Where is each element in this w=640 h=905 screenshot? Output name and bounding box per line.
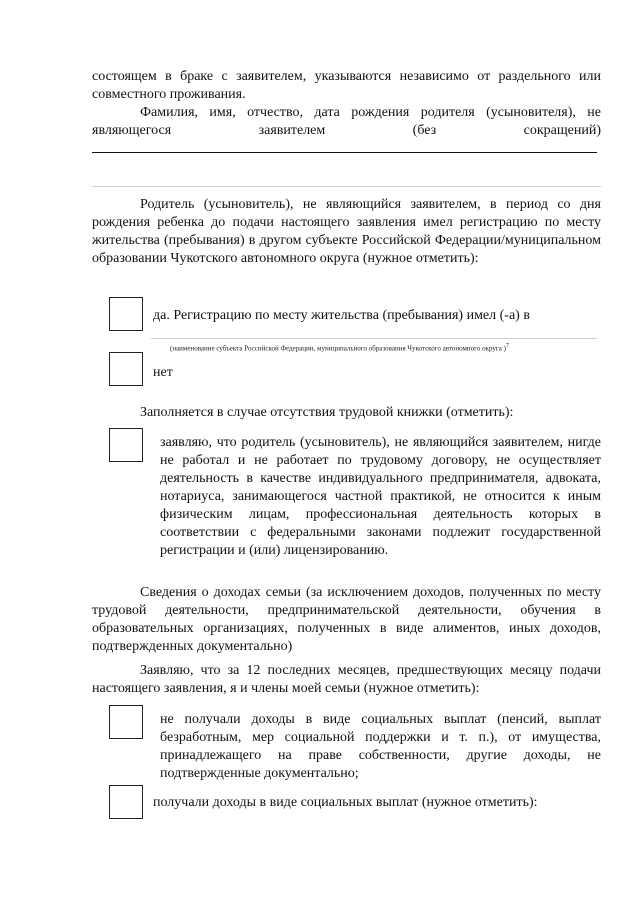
registration-region-input-line[interactable] [151, 338, 597, 339]
parent-name-label-line2: являющегося заявителем (без сокращений) [92, 123, 601, 138]
parent-name-label-line1: Фамилия, имя, отчество, дата рождения родителя (усыновителя), не [140, 105, 601, 120]
registration-yes-label: да. Регистрацию по месту жительства (пребывания) имел (-а) в [153, 308, 530, 323]
no-workbook-checkbox[interactable] [109, 428, 143, 462]
registration-yes-checkbox[interactable] [109, 297, 143, 331]
declare-text: Заявляю, что за 12 последних месяцев, предшествующих месяцу подачи настоящего заявления, я и члены моей семьи (нужное отметить): [92, 663, 601, 696]
income-info-text: Сведения о доходах семьи (за исключением доходов, полученных по месту трудовой деятельности, предпринимательской деятельности, обучения в образовательных организациях, полученных в виде алиментов, иных доходов, подтвержденных документально) [92, 585, 601, 654]
intro-tail-text: состоящем в браке с заявителем, указываются независимо от раздельного или совместного проживания. [92, 69, 601, 102]
received-income-checkbox[interactable] [109, 785, 143, 819]
registration-no-label: нет [153, 365, 173, 380]
registration-question-text: Родитель (усыновитель), не являющийся заявителем, в период со дня рождения ребенка до подачи настоящего заявления имел регистрацию по месту жительства (пребывания) в другом субъекте Российской Федерации/муниципальном образовании Чукотского автономного округа (нужное отметить): [92, 197, 601, 266]
received-income-label: получали доходы в виде социальных выплат (нужное отметить): [153, 795, 538, 810]
parent-name-input-line[interactable] [92, 152, 597, 153]
no-workbook-statement: заявляю, что родитель (усыновитель), не являющийся заявителем, нигде не работал и не работает по трудовому договору, не осуществляет деятельность в качестве индивидуального предпринимателя, адвоката, нотариуса, занимающегося частной практикой, не относится к иным физическим лицам, профессиональная деятельность которых в соответствии с федеральными законами подлежит государственной регистрации и (или) лицензированию. [160, 435, 601, 558]
parent-name-input-line-2[interactable] [92, 186, 601, 187]
registration-region-caption: (наименование субъекта Российской Федерации, муниципального образования Чукотского автономного округа )$^7$ [170, 343, 509, 353]
footnote-marker: 7 [505, 343, 509, 349]
no-workbook-title: Заполняется в случае отсутствия трудовой книжки (отметить): [140, 405, 514, 420]
not-received-income-label: не получали доходы в виде социальных выплат (пенсий, выплат безработным, мер социальной поддержки и т. п.), от имущества, принадлежащего на праве собственности, другие доходы, не подтвержденные документально; [160, 712, 601, 781]
not-received-income-checkbox[interactable] [109, 705, 143, 739]
registration-no-checkbox[interactable] [109, 352, 143, 386]
